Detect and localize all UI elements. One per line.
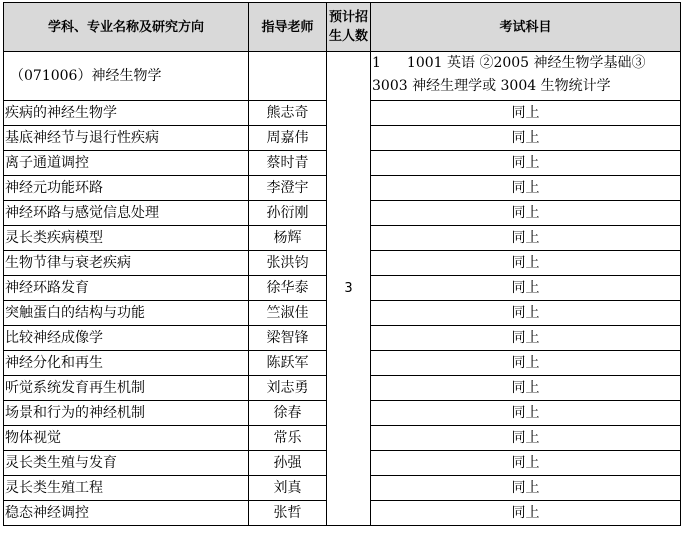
exam-cell: 同上 — [371, 176, 681, 201]
header-exam: 考试科目 — [371, 3, 681, 52]
exam-cell: 同上 — [371, 451, 681, 476]
direction-cell: 比较神经成像学 — [4, 326, 249, 351]
major-exam — [371, 52, 681, 101]
header-quota: 预计招生人数 — [327, 3, 371, 52]
direction-cell: 离子通道调控 — [4, 151, 249, 176]
exam-cell: 同上 — [371, 376, 681, 401]
exam-text: 1001 英语 ②2005 神经生物学基础③ 3003 神经生理学或 3004 生物统计学 — [372, 55, 646, 94]
teacher-cell: 周嘉伟 — [249, 126, 327, 151]
teacher-cell: 孙强 — [249, 451, 327, 476]
teacher-cell: 竺淑佳 — [249, 301, 327, 326]
exam-cell: 同上 — [371, 426, 681, 451]
header-row — [4, 3, 681, 52]
direction-cell: 稳态神经调控 — [4, 501, 249, 526]
exam-cell: 同上 — [371, 151, 681, 176]
exam-cell: 同上 — [371, 301, 681, 326]
exam-prefix: 1 — [372, 55, 381, 71]
direction-cell: 灵长类生殖工程 — [4, 476, 249, 501]
direction-cell: 神经分化和再生 — [4, 351, 249, 376]
direction-cell: 基底神经节与退行性疾病 — [4, 126, 249, 151]
exam-cell: 同上 — [371, 401, 681, 426]
direction-cell: 场景和行为的神经机制 — [4, 401, 249, 426]
major-name: （071006）神经生物学 — [4, 52, 249, 101]
enrollment-table — [3, 2, 681, 526]
direction-cell: 听觉系统发育再生机制 — [4, 376, 249, 401]
header-major: 学科、专业名称及研究方向 — [4, 3, 249, 52]
quota-value: 3 — [327, 52, 371, 526]
teacher-cell: 徐华泰 — [249, 276, 327, 301]
teacher-cell: 孙衍刚 — [249, 201, 327, 226]
exam-cell: 同上 — [371, 501, 681, 526]
teacher-cell: 张洪钧 — [249, 251, 327, 276]
direction-cell: 疾病的神经生物学 — [4, 101, 249, 126]
teacher-cell: 常乐 — [249, 426, 327, 451]
exam-cell: 同上 — [371, 201, 681, 226]
header-teacher: 指导老师 — [249, 3, 327, 52]
direction-cell: 神经元功能环路 — [4, 176, 249, 201]
direction-cell: 物体视觉 — [4, 426, 249, 451]
teacher-cell: 徐春 — [249, 401, 327, 426]
exam-cell: 同上 — [371, 476, 681, 501]
direction-cell: 生物节律与衰老疾病 — [4, 251, 249, 276]
teacher-cell: 张哲 — [249, 501, 327, 526]
direction-cell: 灵长类生殖与发育 — [4, 451, 249, 476]
exam-cell: 同上 — [371, 351, 681, 376]
exam-cell: 同上 — [371, 101, 681, 126]
teacher-cell: 李澄宇 — [249, 176, 327, 201]
direction-cell: 神经环路与感觉信息处理 — [4, 201, 249, 226]
major-teacher — [249, 52, 327, 101]
teacher-cell: 陈跃军 — [249, 351, 327, 376]
teacher-cell: 梁智锋 — [249, 326, 327, 351]
teacher-cell: 熊志奇 — [249, 101, 327, 126]
exam-cell: 同上 — [371, 276, 681, 301]
teacher-cell: 蔡时青 — [249, 151, 327, 176]
direction-cell: 神经环路发育 — [4, 276, 249, 301]
teacher-cell: 刘真 — [249, 476, 327, 501]
exam-cell: 同上 — [371, 251, 681, 276]
teacher-cell: 刘志勇 — [249, 376, 327, 401]
exam-cell: 同上 — [371, 226, 681, 251]
major-row — [4, 52, 681, 101]
direction-cell: 突触蛋白的结构与功能 — [4, 301, 249, 326]
direction-cell: 灵长类疾病模型 — [4, 226, 249, 251]
exam-cell: 同上 — [371, 326, 681, 351]
teacher-cell: 杨辉 — [249, 226, 327, 251]
exam-cell: 同上 — [371, 126, 681, 151]
